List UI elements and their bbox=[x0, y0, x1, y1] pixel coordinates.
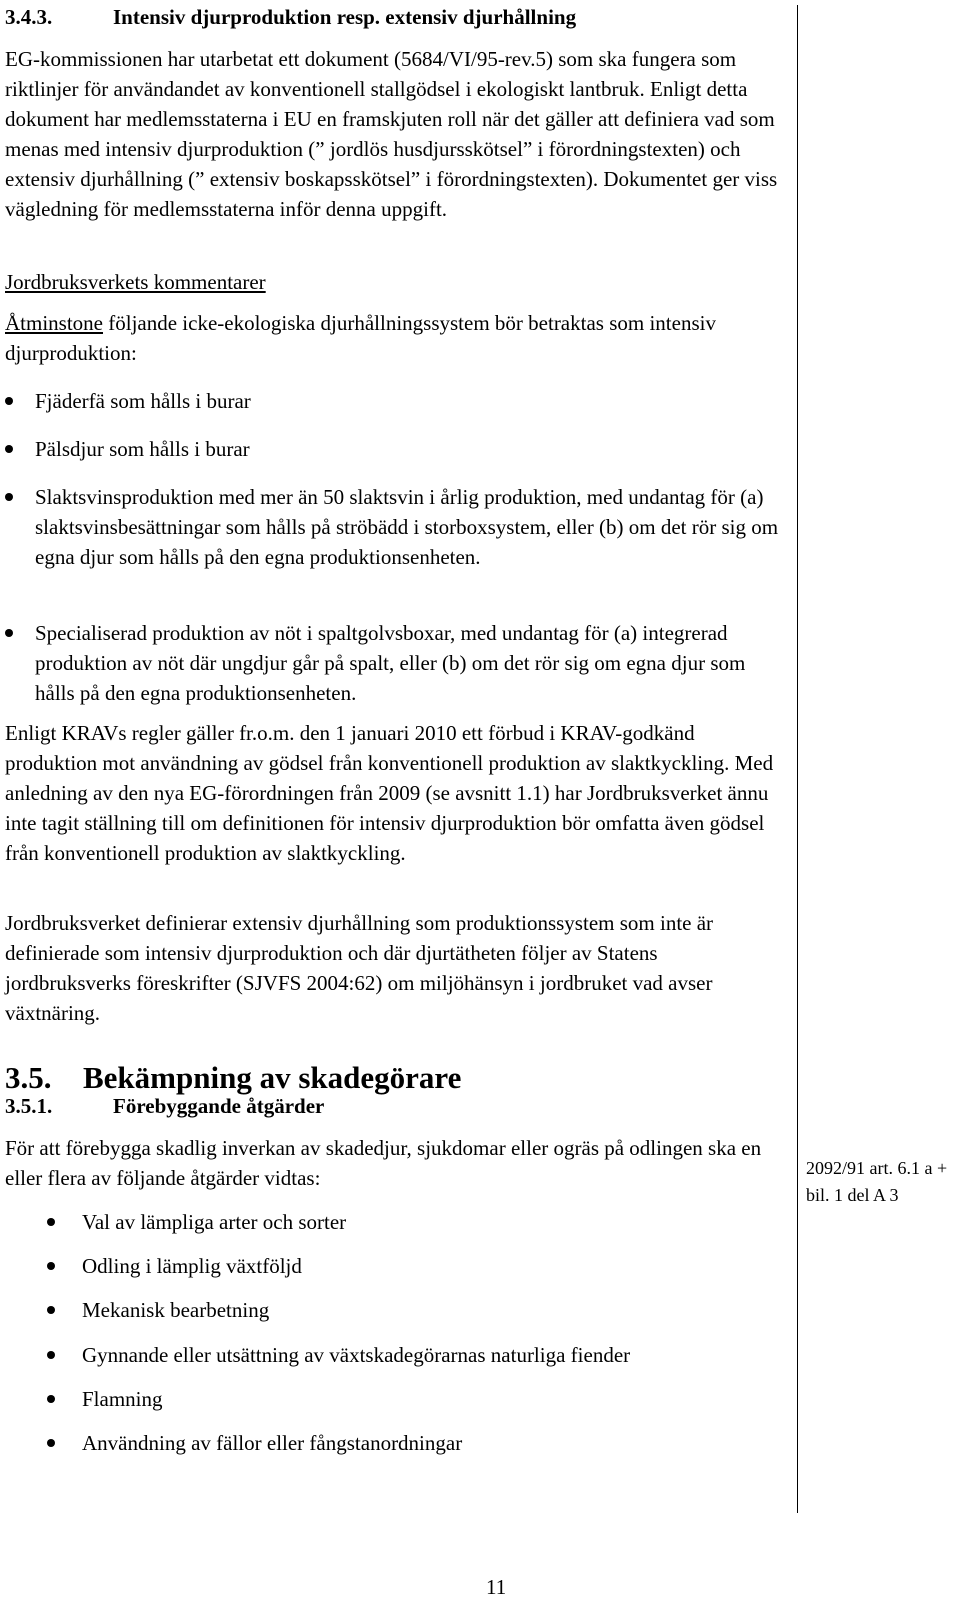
section-number: 3.5.1. bbox=[5, 1094, 53, 1118]
emphasis-text: Åtminstone bbox=[5, 311, 103, 335]
section-title: Intensiv djurproduktion resp. extensiv djurhållning bbox=[113, 5, 577, 29]
bullet-icon bbox=[47, 1262, 55, 1270]
list-item-text: Gynnande eller utsättning av växtskadegörarnas naturliga fiender bbox=[82, 1343, 631, 1367]
section-heading-3-4-3 bbox=[5, 5, 576, 30]
bullet-icon bbox=[47, 1218, 55, 1226]
paragraph-extensive-definition: Jordbruksverket definierar extensiv djurhållning som produktionssystem som inte är definierade som intensiv djurproduktion och där djurtätheten följer av Statens jordbruksverks föreskrifter (SJVFS 2004:62) om miljöhänsyn i jordbruket vad avser växtnäring. bbox=[5, 911, 714, 1025]
list-item-text: Specialiserad produktion av nöt i spaltgolvsboxar, med undantag för (a) integrerad produktion av nöt där ungdjur går på spalt, eller (b) om det rör sig om egna djur som hålls på den egna produktionsenheten. bbox=[35, 621, 746, 705]
paragraph-krav-rules: Enligt KRAVs regler gäller fr.o.m. den 1 januari 2010 ett förbud i KRAV-godkänd produktion mot användning av gödsel från konventionell produktion av slaktkyckling. Med anledning av den nya EG-förordningen från 2009 (se avsnitt 1.1) har Jordbruksverket ännu inte tagit ställning till om definitionen för intensiv djurproduktion bör omfatta även gödsel från konventionell produktion av slaktkyckling. bbox=[5, 721, 774, 865]
bullet-icon bbox=[47, 1351, 55, 1359]
bullet-icon bbox=[47, 1439, 55, 1447]
paragraph-prevention-intro: För att förebygga skadlig inverkan av skadedjur, sjukdomar eller ogräs på odlingen ska en eller flera av följande åtgärder vidtas: bbox=[5, 1136, 762, 1190]
bullet-icon bbox=[5, 397, 13, 405]
page-number: 11 bbox=[486, 1575, 507, 1599]
section-heading-3-5 bbox=[5, 1060, 461, 1096]
list-item-text: Slaktsvinsproduktion med mer än 50 slaktsvin i årlig produktion, med undantag för (a) slaktsvinsbesättningar som hålls på ströbädd i storboxsystem, eller (b) om det rör sig om egna djur som hålls på den egna produktionsenheten. bbox=[35, 485, 779, 569]
bullet-icon bbox=[47, 1395, 55, 1403]
margin-divider bbox=[797, 5, 798, 1513]
bullet-icon bbox=[47, 1306, 55, 1314]
list-item-text: Flamning bbox=[82, 1387, 163, 1411]
bullet-icon bbox=[5, 493, 13, 501]
list-item-text: Pälsdjur som hålls i burar bbox=[35, 437, 250, 461]
section-heading-3-5-1 bbox=[5, 1094, 324, 1119]
list-item-text: Odling i lämplig växtföljd bbox=[82, 1254, 302, 1278]
bullet-icon bbox=[5, 445, 13, 453]
list-item-text: Fjäderfä som hålls i burar bbox=[35, 389, 251, 413]
paragraph-intensive-intro bbox=[5, 308, 780, 368]
list-item-text: Mekanisk bearbetning bbox=[82, 1298, 270, 1322]
section-title: Förebyggande åtgärder bbox=[113, 1094, 325, 1118]
margin-reference: 2092/91 art. 6.1 a + bil. 1 del A 3 bbox=[806, 1158, 948, 1205]
section-number: 3.5. bbox=[5, 1060, 52, 1095]
list-item-text: Val av lämpliga arter och sorter bbox=[82, 1210, 347, 1234]
comments-heading: Jordbruksverkets kommentarer bbox=[5, 270, 266, 294]
section-title: Bekämpning av skadegörare bbox=[83, 1060, 462, 1095]
list-item-text: Användning av fällor eller fångstanordningar bbox=[82, 1431, 463, 1455]
bullet-icon bbox=[5, 629, 13, 637]
paragraph-text: följande icke-ekologiska djurhållningssystem bör betraktas som intensiv djurproduktion: bbox=[5, 311, 716, 365]
section-number: 3.4.3. bbox=[5, 5, 53, 29]
paragraph-eg-document: EG-kommissionen har utarbetat ett dokument (5684/VI/95-rev.5) som ska fungera som riktlinjer för användandet av konventionell stallgödsel i ekologiskt lantbruk. Enligt detta dokument har medlemsstaterna i EU en framskjuten roll när det gäller att definiera vad som menas med intensiv djurproduktion (” jordlös husdjursskötsel” i förordningstexten) och extensiv djurhållning (” extensiv boskapsskötsel” i förordningstexten). Dokumentet ger viss vägledning för medlemsstaterna inför denna uppgift. bbox=[5, 47, 778, 221]
